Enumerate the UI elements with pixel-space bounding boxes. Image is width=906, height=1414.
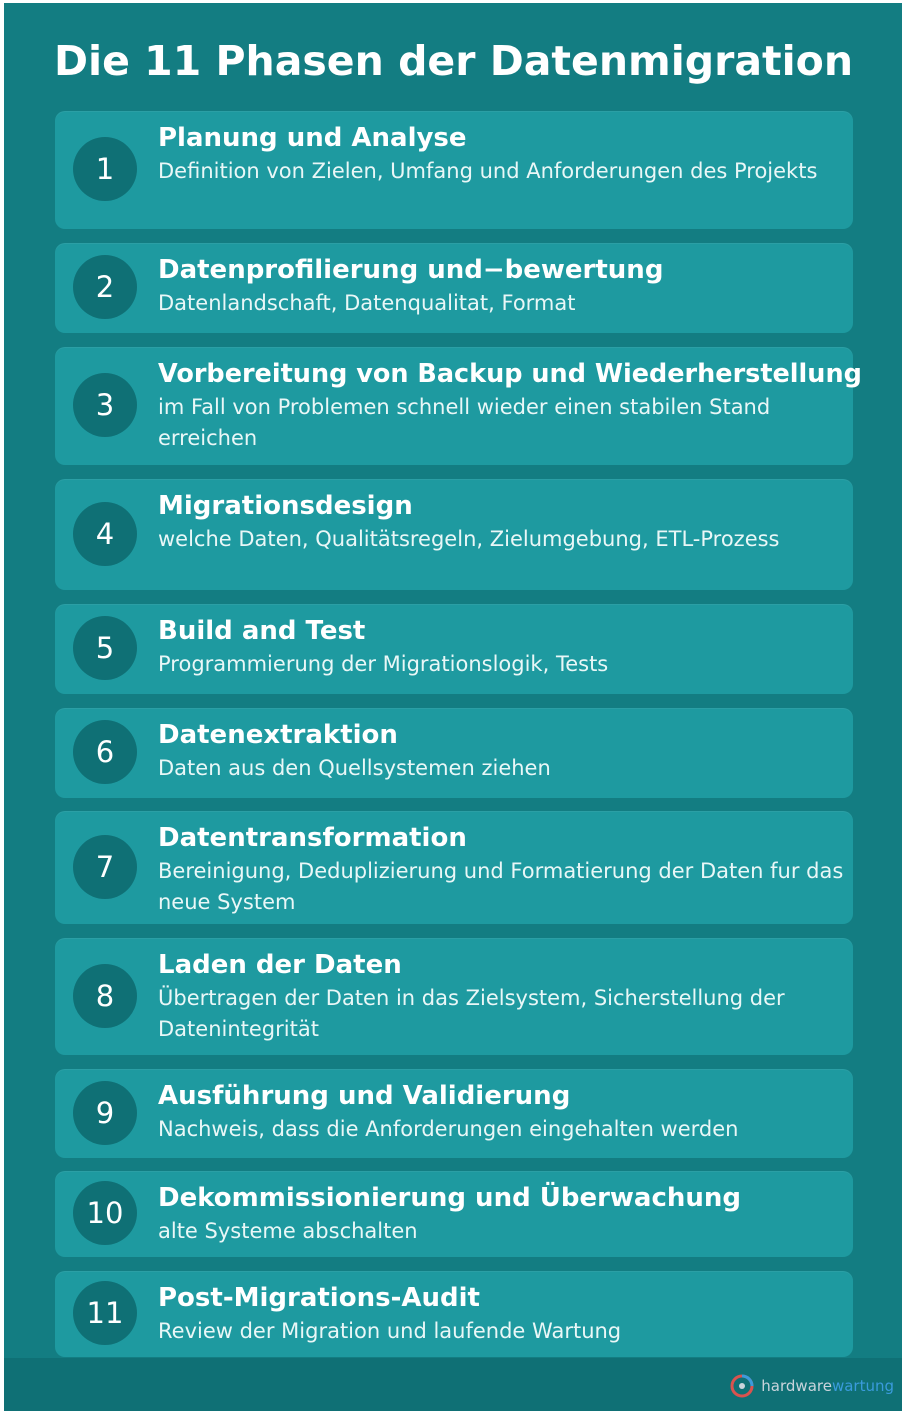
phase-number-badge: 3 xyxy=(73,373,137,437)
phase-title: Datenprofilierung und−bewertung xyxy=(158,255,664,285)
phase-description: Bereinigung, Deduplizierung und Formatierung der Daten fur das neue System xyxy=(158,859,844,914)
phase-number-badge: 4 xyxy=(73,502,137,566)
page-title: Die 11 Phasen der Datenmigration xyxy=(54,37,854,85)
phase-number-badge: 2 xyxy=(73,255,137,319)
logo-ring-icon xyxy=(729,1373,755,1399)
phase-number-badge: 10 xyxy=(73,1181,137,1245)
brand-logo xyxy=(729,1371,894,1401)
phase-number-badge: 1 xyxy=(73,137,137,201)
phase-description: welche Daten, Qualitätsregeln, Zielumgebung, ETL-Prozess xyxy=(158,527,780,551)
phase-card-2 xyxy=(55,243,853,333)
phase-card-7 xyxy=(55,811,853,924)
phase-title: Laden der Daten xyxy=(158,950,402,980)
phase-card-6 xyxy=(55,708,853,798)
phase-card-1 xyxy=(55,111,853,229)
phase-title: Vorbereitung von Backup und Wiederherstellung xyxy=(158,359,862,389)
phase-description: im Fall von Problemen schnell wieder einen stabilen Stand erreichen xyxy=(158,395,771,450)
phase-number-badge: 9 xyxy=(73,1081,137,1145)
phase-description: Programmierung der Migrationslogik, Tests xyxy=(158,652,609,676)
infographic xyxy=(4,3,902,1411)
phase-card-9 xyxy=(55,1069,853,1158)
phase-number-badge: 8 xyxy=(73,964,137,1028)
phase-card-8 xyxy=(55,938,853,1055)
phase-title: Ausführung und Validierung xyxy=(158,1081,571,1111)
logo-text-part2: wartung xyxy=(831,1377,894,1395)
phase-number-badge: 11 xyxy=(73,1281,137,1345)
logo-text xyxy=(761,1377,894,1395)
phase-title: Datenextraktion xyxy=(158,720,398,750)
phase-card-5 xyxy=(55,604,853,694)
phase-card-4 xyxy=(55,479,853,590)
phase-title: Build and Test xyxy=(158,616,366,646)
phase-description: Nachweis, dass die Anforderungen eingehalten werden xyxy=(158,1117,739,1141)
logo-text-part1: hardware xyxy=(761,1377,832,1395)
phase-title: Post-Migrations-Audit xyxy=(158,1283,480,1313)
phase-description: Daten aus den Quellsystemen ziehen xyxy=(158,756,551,780)
phase-title: Dekommissionierung und Überwachung xyxy=(158,1183,742,1213)
phase-description: alte Systeme abschalten xyxy=(158,1219,418,1243)
phase-number-badge: 5 xyxy=(73,616,137,680)
phase-number-badge: 6 xyxy=(73,720,137,784)
phase-title: Datentransformation xyxy=(158,823,467,853)
phase-title: Migrationsdesign xyxy=(158,491,413,521)
phase-number-badge: 7 xyxy=(73,835,137,899)
phase-card-10 xyxy=(55,1171,853,1257)
phase-card-11 xyxy=(55,1271,853,1357)
phase-title: Planung und Analyse xyxy=(158,123,467,153)
phase-card-3 xyxy=(55,347,862,465)
phase-description: Review der Migration und laufende Wartung xyxy=(158,1319,622,1343)
phase-description: Übertragen der Daten in das Zielsystem, Sicherstellung der Datenintegrität xyxy=(158,986,785,1041)
phase-description: Definition von Zielen, Umfang und Anforderungen des Projekts xyxy=(158,159,818,183)
phase-description: Datenlandschaft, Datenqualitat, Format xyxy=(158,291,576,315)
